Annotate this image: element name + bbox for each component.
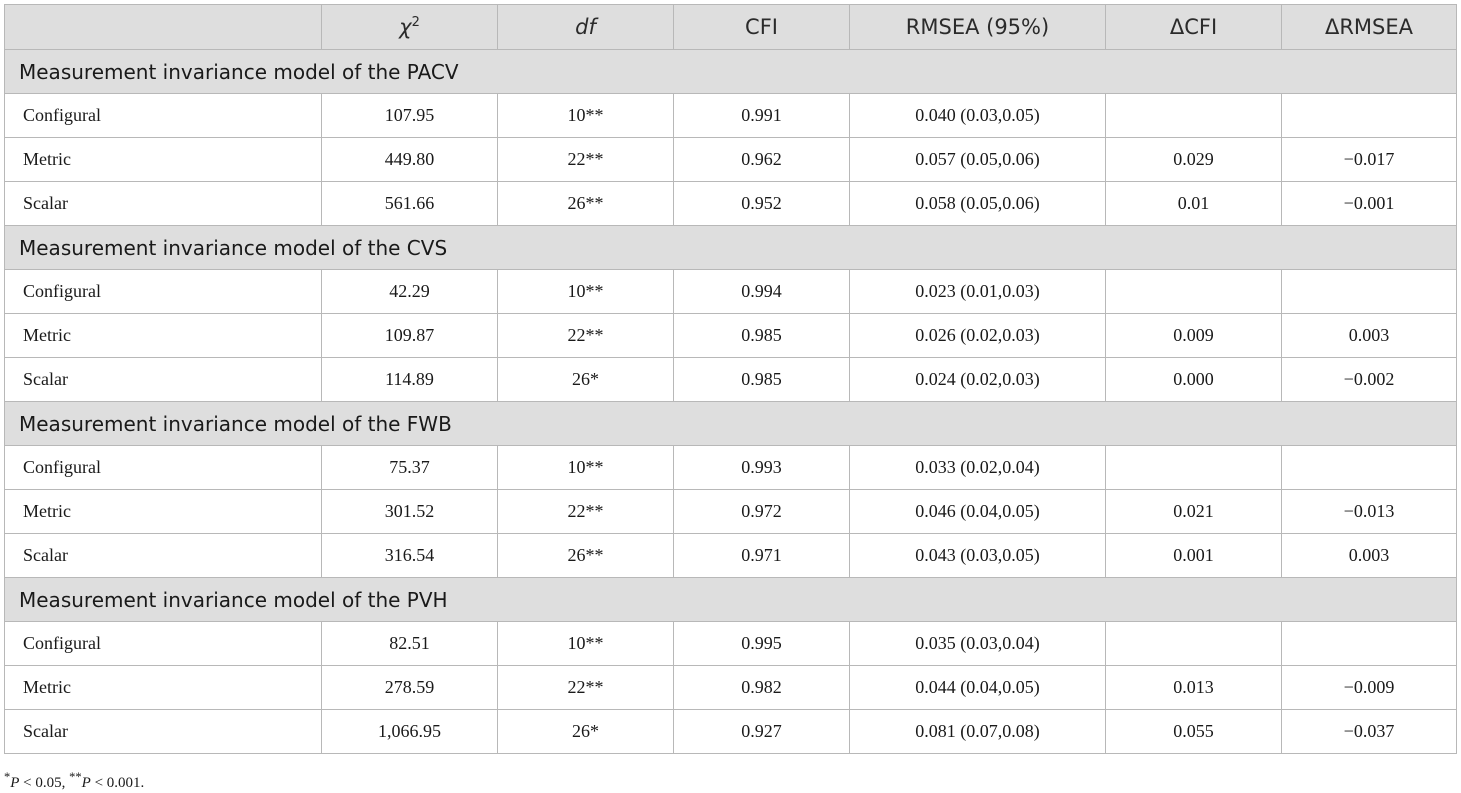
table-row	[5, 534, 1457, 578]
row-label: Configural	[5, 270, 322, 314]
table-footnote	[4, 770, 144, 792]
chi-square-cell: 561.66	[322, 182, 498, 226]
df-cell: 22**	[498, 666, 674, 710]
delta-rmsea-cell: 0.003	[1282, 314, 1457, 358]
rmsea-cell: 0.023 (0.01,0.03)	[850, 270, 1106, 314]
table-body	[5, 50, 1457, 754]
delta-rmsea-cell: −0.002	[1282, 358, 1457, 402]
chi-square-cell: 42.29	[322, 270, 498, 314]
delta-cfi-cell: 0.009	[1106, 314, 1282, 358]
table-row	[5, 94, 1457, 138]
cfi-cell: 0.994	[674, 270, 850, 314]
cfi-cell: 0.952	[674, 182, 850, 226]
delta-cfi-cell: 0.01	[1106, 182, 1282, 226]
df-cell: 10**	[498, 94, 674, 138]
cfi-cell: 0.972	[674, 490, 850, 534]
footnote-marker-2: **	[69, 770, 82, 784]
chi-square-cell: 114.89	[322, 358, 498, 402]
header-chi-superscript: 2	[411, 15, 420, 30]
section-row	[5, 402, 1457, 446]
table-row	[5, 710, 1457, 754]
cfi-cell: 0.993	[674, 446, 850, 490]
delta-cfi-cell	[1106, 94, 1282, 138]
delta-cfi-cell	[1106, 270, 1282, 314]
header-cfi: CFI	[674, 5, 850, 50]
delta-cfi-cell	[1106, 622, 1282, 666]
df-cell: 10**	[498, 622, 674, 666]
table-row	[5, 358, 1457, 402]
footnote-p-symbol-2: P	[81, 775, 91, 791]
header-chi-square	[322, 5, 498, 50]
footnote-threshold-2: < 0.001.	[90, 775, 145, 791]
df-cell: 26**	[498, 182, 674, 226]
row-label: Metric	[5, 666, 322, 710]
delta-rmsea-cell: −0.001	[1282, 182, 1457, 226]
chi-square-cell: 107.95	[322, 94, 498, 138]
rmsea-cell: 0.046 (0.04,0.05)	[850, 490, 1106, 534]
chi-square-cell: 82.51	[322, 622, 498, 666]
header-chi-symbol: χ	[399, 15, 412, 39]
table-row	[5, 666, 1457, 710]
cfi-cell: 0.982	[674, 666, 850, 710]
cfi-cell: 0.971	[674, 534, 850, 578]
delta-rmsea-cell: −0.037	[1282, 710, 1457, 754]
df-cell: 26*	[498, 358, 674, 402]
header-delta-cfi: ΔCFI	[1106, 5, 1282, 50]
delta-rmsea-cell: −0.009	[1282, 666, 1457, 710]
header-row	[5, 5, 1457, 50]
delta-cfi-cell: 0.055	[1106, 710, 1282, 754]
rmsea-cell: 0.033 (0.02,0.04)	[850, 446, 1106, 490]
chi-square-cell: 301.52	[322, 490, 498, 534]
cfi-cell: 0.927	[674, 710, 850, 754]
delta-rmsea-cell: −0.017	[1282, 138, 1457, 182]
df-cell: 22**	[498, 490, 674, 534]
cfi-cell: 0.995	[674, 622, 850, 666]
delta-cfi-cell: 0.001	[1106, 534, 1282, 578]
cfi-cell: 0.985	[674, 314, 850, 358]
df-cell: 10**	[498, 270, 674, 314]
delta-cfi-cell: 0.000	[1106, 358, 1282, 402]
delta-cfi-cell: 0.013	[1106, 666, 1282, 710]
cfi-cell: 0.962	[674, 138, 850, 182]
delta-cfi-cell: 0.021	[1106, 490, 1282, 534]
row-label: Configural	[5, 446, 322, 490]
chi-square-cell: 449.80	[322, 138, 498, 182]
rmsea-cell: 0.024 (0.02,0.03)	[850, 358, 1106, 402]
row-label: Metric	[5, 138, 322, 182]
rmsea-cell: 0.043 (0.03,0.05)	[850, 534, 1106, 578]
rmsea-cell: 0.026 (0.02,0.03)	[850, 314, 1106, 358]
delta-rmsea-cell	[1282, 446, 1457, 490]
header-blank	[5, 5, 322, 50]
section-title: Measurement invariance model of the CVS	[5, 226, 1457, 270]
section-title: Measurement invariance model of the FWB	[5, 402, 1457, 446]
df-cell: 22**	[498, 138, 674, 182]
section-row	[5, 578, 1457, 622]
section-title: Measurement invariance model of the PVH	[5, 578, 1457, 622]
table-row	[5, 622, 1457, 666]
footnote-marker-1: *	[4, 770, 11, 784]
delta-rmsea-cell	[1282, 270, 1457, 314]
row-label: Scalar	[5, 710, 322, 754]
section-title: Measurement invariance model of the PACV	[5, 50, 1457, 94]
df-cell: 22**	[498, 314, 674, 358]
measurement-invariance-table	[4, 4, 1457, 754]
header-delta-rmsea: ΔRMSEA	[1282, 5, 1457, 50]
chi-square-cell: 278.59	[322, 666, 498, 710]
delta-rmsea-cell: 0.003	[1282, 534, 1457, 578]
chi-square-cell: 109.87	[322, 314, 498, 358]
cfi-cell: 0.985	[674, 358, 850, 402]
row-label: Scalar	[5, 534, 322, 578]
chi-square-cell: 316.54	[322, 534, 498, 578]
rmsea-cell: 0.044 (0.04,0.05)	[850, 666, 1106, 710]
row-label: Metric	[5, 490, 322, 534]
row-label: Scalar	[5, 358, 322, 402]
rmsea-cell: 0.058 (0.05,0.06)	[850, 182, 1106, 226]
df-cell: 10**	[498, 446, 674, 490]
delta-rmsea-cell: −0.013	[1282, 490, 1457, 534]
rmsea-cell: 0.040 (0.03,0.05)	[850, 94, 1106, 138]
chi-square-cell: 75.37	[322, 446, 498, 490]
row-label: Configural	[5, 622, 322, 666]
footnote-threshold-1: < 0.05,	[19, 775, 70, 791]
rmsea-cell: 0.035 (0.03,0.04)	[850, 622, 1106, 666]
chi-square-cell: 1,066.95	[322, 710, 498, 754]
table-row	[5, 182, 1457, 226]
section-row	[5, 226, 1457, 270]
table-row	[5, 446, 1457, 490]
table-row	[5, 270, 1457, 314]
row-label: Metric	[5, 314, 322, 358]
row-label: Scalar	[5, 182, 322, 226]
table-row	[5, 314, 1457, 358]
table-row	[5, 490, 1457, 534]
rmsea-cell: 0.081 (0.07,0.08)	[850, 710, 1106, 754]
df-cell: 26*	[498, 710, 674, 754]
delta-cfi-cell	[1106, 446, 1282, 490]
table-row	[5, 138, 1457, 182]
header-df: df	[498, 5, 674, 50]
delta-cfi-cell: 0.029	[1106, 138, 1282, 182]
rmsea-cell: 0.057 (0.05,0.06)	[850, 138, 1106, 182]
df-cell: 26**	[498, 534, 674, 578]
header-rmsea: RMSEA (95%)	[850, 5, 1106, 50]
delta-rmsea-cell	[1282, 94, 1457, 138]
section-row	[5, 50, 1457, 94]
footnote-p-symbol-1: P	[10, 775, 20, 791]
delta-rmsea-cell	[1282, 622, 1457, 666]
cfi-cell: 0.991	[674, 94, 850, 138]
row-label: Configural	[5, 94, 322, 138]
